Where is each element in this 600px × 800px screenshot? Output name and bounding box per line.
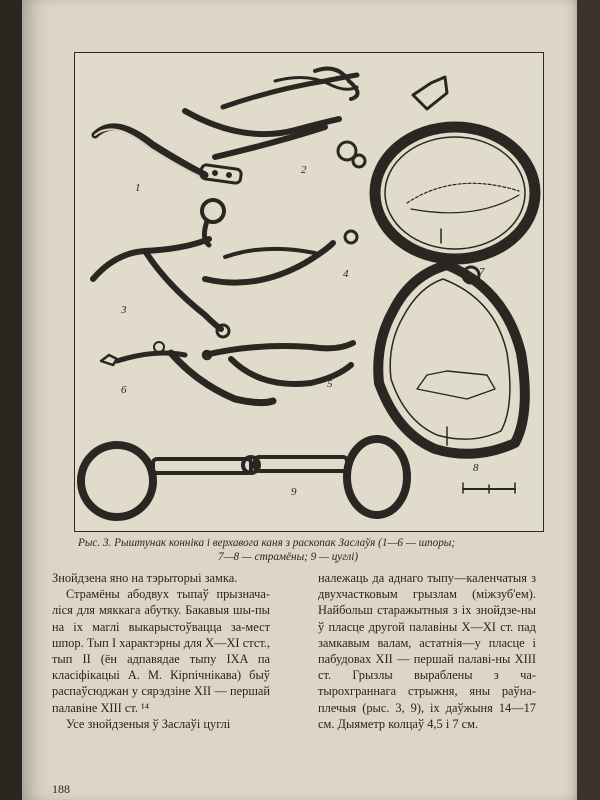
stirrup-7-drawing	[375, 77, 535, 259]
fig-label-2: 2	[301, 164, 307, 176]
figure-caption	[78, 536, 548, 564]
book-spine-shadow	[577, 0, 600, 800]
fig-label-3: 3	[121, 304, 127, 316]
scale-bar	[463, 483, 515, 493]
fig-label-8: 8	[473, 462, 479, 474]
fig-label-7: 7	[479, 266, 485, 278]
figure-illustration	[74, 52, 544, 532]
paragraph-4: належаць да аднаго тыпу—каленчатыя з двухчастковым грызлам (міжзуб'ем). Найбольш старажытныя з іх знойдзе-ны ў пласце другой палавіны X—XI ст. пад замкавым валам, астатнія—у пласце і пабудовах XII — першай палаві-ны XIII ст. Грызлы выраблены з ча-тырохграннага стрыжня, яны раўна-плечыя (рыс. 3, 9), іх даўжыня 14—17 см. Дыяметр колцаў 4,5 і 7 см.	[318, 571, 536, 731]
spur-3-drawing	[93, 200, 229, 337]
spur-2-drawing	[185, 69, 365, 167]
fig-label-9: 9	[291, 486, 297, 498]
spur-4-drawing	[205, 231, 357, 283]
caption-line-2: 7—8 — страмёны; 9 — цуглі)	[218, 551, 359, 563]
text-column-left	[52, 570, 270, 732]
text-column-right	[318, 570, 536, 732]
fig-label-5: 5	[327, 378, 333, 390]
stirrup-8-drawing	[378, 265, 525, 454]
bit-9-drawing	[81, 439, 407, 517]
paragraph-1: Знойдзена яно на тэрыторыі замка.	[52, 571, 238, 585]
page-number: 188	[52, 782, 70, 796]
paragraph-3: Усе знойдзеныя ў Заслаўі цуглі	[66, 716, 231, 731]
paragraph-2: Страмёны абодвух тыпаў прызнача-ліся для мяккага абутку. Бакавыя шы-пы на іх маглі выкарыстоўвацца за-мест шпор. Тып I характэрны для X—XI стст., тып II (ён адпавядае тыпу IXA па класіфікацыі А. М. Кірпічнікава) быў распаўсюджан у сярэдзіне XII — першай палавіне XIII ст. ¹⁴	[52, 587, 270, 715]
fig-label-6: 6	[121, 384, 127, 396]
caption-line-1: Рыс. 3. Рыштунак конніка і верхавога каня з раскопак Заслаўя (1—6 — шпоры;	[78, 537, 456, 549]
fig-label-4: 4	[343, 268, 349, 280]
artifact-drawing	[75, 53, 543, 531]
fig-label-1: 1	[135, 182, 141, 194]
